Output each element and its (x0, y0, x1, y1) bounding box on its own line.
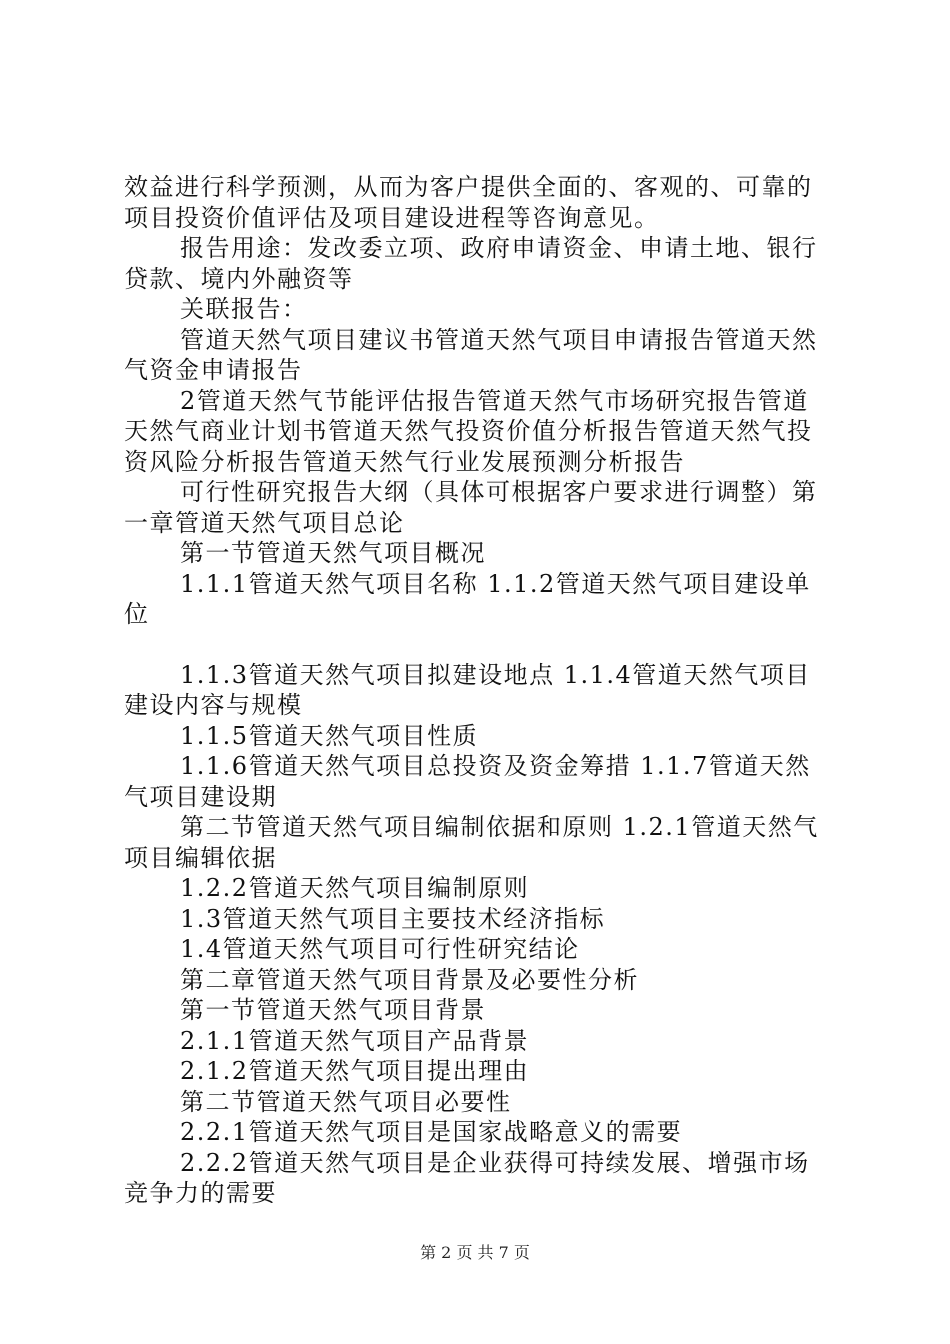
document-body (124, 172, 834, 1209)
paragraph: 管道天然气项目建议书管道天然气项目申请报告管道天然气资金申请报告 (124, 325, 818, 384)
paragraph: 1.1.6管道天然气项目总投资及资金筹措 1.1.7管道天然气项目建设期 (124, 752, 811, 811)
section-heading: 第二节管道天然气项目编制依据和原则 1.2.1管道天然气项目编辑依据 (124, 813, 819, 872)
chapter-heading: 第二章管道天然气项目背景及必要性分析 (180, 965, 639, 994)
paragraph: 1.1.5管道天然气项目性质 (180, 721, 479, 750)
paragraph: 2.2.1管道天然气项目是国家战略意义的需要 (180, 1118, 683, 1146)
paragraph: 报告用途：发改委立项、政府申请资金、申请土地、银行贷款、境内外融资等 (124, 234, 818, 293)
paragraph: 2.2.2管道天然气项目是企业获得可持续发展、增强市场竞争力的需要 (124, 1148, 810, 1207)
section-heading: 第一节管道天然气项目背景 (180, 996, 486, 1024)
paragraph: 可行性研究报告大纲（具体可根据客户要求进行调整）第一章管道天然气项目总论 (124, 478, 818, 537)
paragraph: 2.1.2管道天然气项目提出理由 (180, 1057, 530, 1085)
paragraph: 2管道天然气节能评估报告管道天然气市场研究报告管道天然气商业计划书管道天然气投资价值分析报告管道天然气投资风险分析报告管道天然气行业发展预测分析报告 (124, 386, 813, 476)
paragraph: 关联报告： (180, 295, 308, 323)
page-number-footer: 第 2 页 共 7 页 (420, 1243, 530, 1262)
section-heading: 第一节管道天然气项目概况 (180, 539, 486, 567)
section-heading: 第二节管道天然气项目必要性 (180, 1087, 512, 1116)
paragraph: 1.3管道天然气项目主要技术经济指标 (180, 904, 606, 933)
blank-line (124, 630, 834, 660)
paragraph: 1.1.1管道天然气项目名称 1.1.2管道天然气项目建设单位 (124, 569, 811, 628)
paragraph: 2.1.1管道天然气项目产品背景 (180, 1026, 530, 1055)
paragraph: 效益进行科学预测，从而为客户提供全面的、客观的、可靠的项目投资价值评估及项目建设进程等咨询意见。 (124, 173, 813, 232)
paragraph: 1.1.3管道天然气项目拟建设地点 1.1.4管道天然气项目建设内容与规模 (124, 660, 811, 719)
paragraph: 1.2.2管道天然气项目编制原则 (180, 874, 530, 902)
paragraph: 1.4管道天然气项目可行性研究结论 (180, 935, 580, 963)
